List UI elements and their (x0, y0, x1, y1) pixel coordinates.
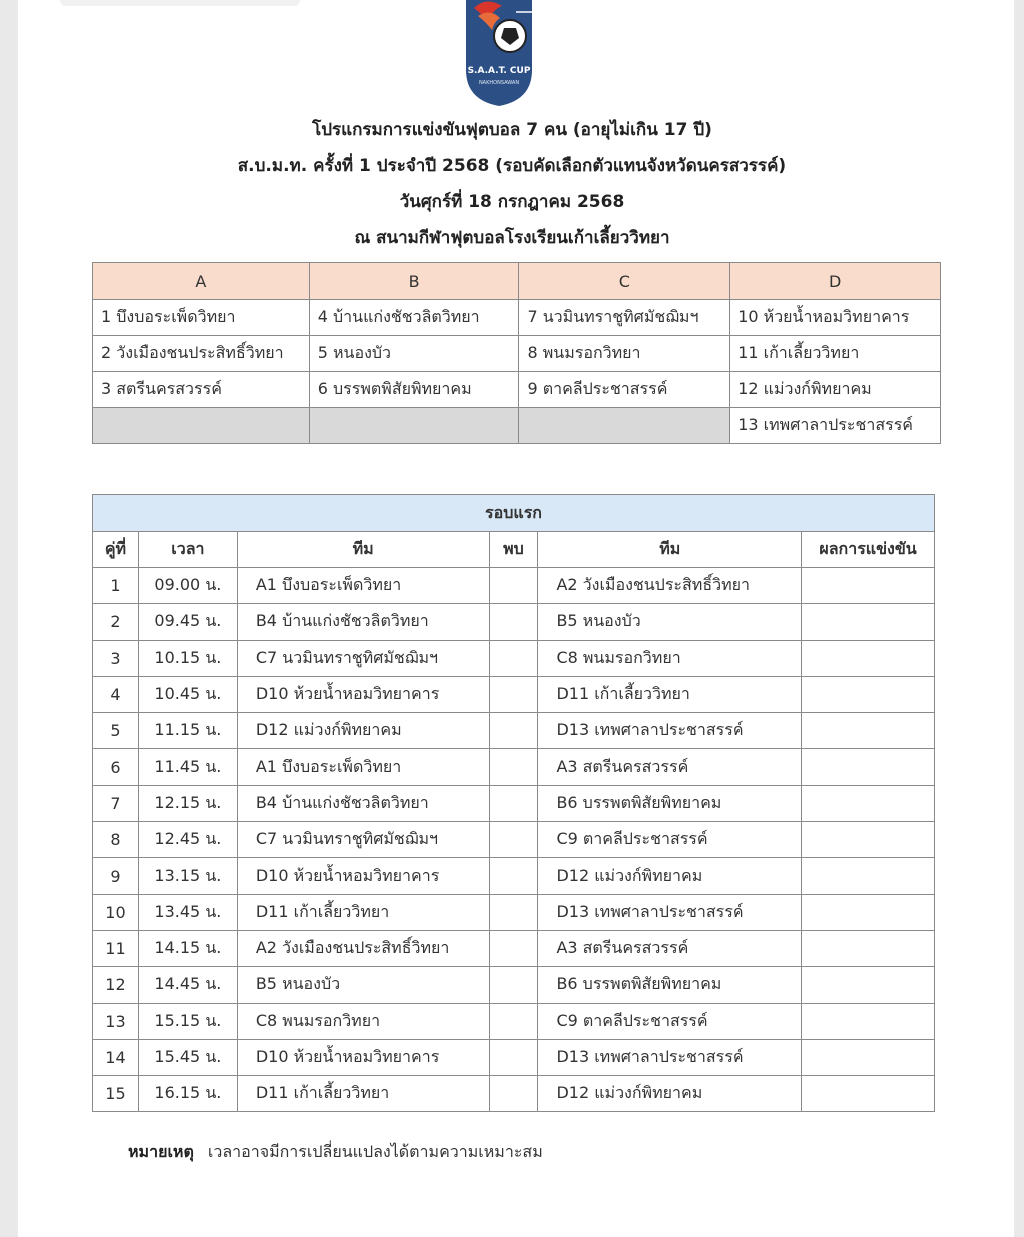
match-number: 9 (93, 858, 139, 894)
away-team: B5 หนองบัว (538, 604, 802, 640)
group-row (93, 300, 941, 336)
match-result (802, 894, 935, 930)
group-team-cell: 1 บึงบอระเพ็ดวิทยา (93, 300, 310, 336)
away-team: D12 แม่วงก์พิทยาคม (538, 858, 802, 894)
group-team-cell: 8 พนมรอกวิทยา (519, 336, 730, 372)
match-time: 09.45 น. (138, 604, 237, 640)
schedule-table (92, 494, 935, 1112)
match-time: 10.45 น. (138, 676, 237, 712)
home-team: A1 บึงบอระเพ็ดวิทยา (237, 568, 489, 604)
away-team: B6 บรรพตพิสัยพิทยาคม (538, 785, 802, 821)
match-number: 10 (93, 894, 139, 930)
table-row (93, 930, 935, 966)
col-time: เวลา (138, 532, 237, 568)
match-number: 2 (93, 604, 139, 640)
table-row (93, 1076, 935, 1112)
table-row (93, 858, 935, 894)
col-team-home: ทีม (237, 532, 489, 568)
away-team: D11 เก้าเลี้ยววิทยา (538, 676, 802, 712)
away-team: C9 ตาคลีประชาสรรค์ (538, 1003, 802, 1039)
match-result (802, 967, 935, 1003)
away-team: B6 บรรพตพิสัยพิทยาคม (538, 967, 802, 1003)
home-team: B4 บ้านแก่งชัชวลิตวิทยา (237, 604, 489, 640)
home-team: D10 ห้วยน้ำหอมวิทยาคาร (237, 858, 489, 894)
home-team: D12 แม่วงก์พิทยาคม (237, 713, 489, 749)
vs-cell (489, 640, 538, 676)
match-time: 12.15 น. (138, 785, 237, 821)
match-result (802, 749, 935, 785)
vs-cell (489, 713, 538, 749)
group-c-header: C (519, 263, 730, 300)
match-result (802, 1039, 935, 1075)
vs-cell (489, 894, 538, 930)
away-team: C9 ตาคลีประชาสรรค์ (538, 822, 802, 858)
vs-cell (489, 568, 538, 604)
match-result (802, 1003, 935, 1039)
home-team: D10 ห้วยน้ำหอมวิทยาคาร (237, 1039, 489, 1075)
home-team: C7 นวมินทราชูทิศมัชฌิมฯ (237, 822, 489, 858)
table-row (93, 676, 935, 712)
vs-cell (489, 967, 538, 1003)
col-result: ผลการแข่งขัน (802, 532, 935, 568)
schedule-header-row (93, 532, 935, 568)
match-number: 3 (93, 640, 139, 676)
vs-cell (489, 822, 538, 858)
match-time: 11.45 น. (138, 749, 237, 785)
match-number: 5 (93, 713, 139, 749)
away-team: A3 สตรีนครสวรรค์ (538, 749, 802, 785)
away-team: D12 แม่วงก์พิทยาคม (538, 1076, 802, 1112)
match-time: 13.15 น. (138, 858, 237, 894)
match-time: 16.15 น. (138, 1076, 237, 1112)
saat-cup-logo-icon (444, 0, 554, 108)
home-team: D10 ห้วยน้ำหอมวิทยาคาร (237, 676, 489, 712)
match-result (802, 858, 935, 894)
match-time: 15.15 น. (138, 1003, 237, 1039)
group-b-header: B (309, 263, 519, 300)
logo-title: S.A.A.T. CUP (467, 66, 531, 76)
group-team-cell: 9 ตาคลีประชาสรรค์ (519, 372, 730, 408)
match-time: 12.45 น. (138, 822, 237, 858)
vs-cell (489, 604, 538, 640)
top-tab-shadow (60, 0, 300, 6)
match-time: 14.15 น. (138, 930, 237, 966)
home-team: A1 บึงบอระเพ็ดวิทยา (237, 749, 489, 785)
match-number: 4 (93, 676, 139, 712)
footnote (128, 1140, 543, 1165)
table-row (93, 822, 935, 858)
table-row (93, 713, 935, 749)
match-time: 11.15 น. (138, 713, 237, 749)
table-row (93, 568, 935, 604)
group-team-cell (519, 408, 730, 444)
group-row (93, 372, 941, 408)
match-number: 13 (93, 1003, 139, 1039)
away-team: D13 เทพศาลาประชาสรรค์ (538, 713, 802, 749)
group-team-cell (309, 408, 519, 444)
vs-cell (489, 858, 538, 894)
home-team: A2 วังเมืองชนประสิทธิ์วิทยา (237, 930, 489, 966)
col-vs: พบ (489, 532, 538, 568)
match-result (802, 1076, 935, 1112)
home-team: B4 บ้านแก่งชัชวลิตวิทยา (237, 785, 489, 821)
home-team: D11 เก้าเลี้ยววิทยา (237, 1076, 489, 1112)
match-time: 15.45 น. (138, 1039, 237, 1075)
table-row (93, 967, 935, 1003)
group-row (93, 408, 941, 444)
group-team-cell: 13 เทพศาลาประชาสรรค์ (730, 408, 941, 444)
group-team-cell: 3 สตรีนครสวรรค์ (93, 372, 310, 408)
logo-subtitle: NAKHONSAWAN (478, 80, 520, 86)
group-team-cell (93, 408, 310, 444)
match-time: 13.45 น. (138, 894, 237, 930)
group-team-cell: 7 นวมินทราชูทิศมัชฌิมฯ (519, 300, 730, 336)
title-line-1: โปรแกรมการแข่งขันฟุตบอล 7 คน (อายุไม่เกิน 17 ปี) (312, 120, 712, 140)
home-team: C8 พนมรอกวิทยา (237, 1003, 489, 1039)
group-team-cell: 12 แม่วงก์พิทยาคม (730, 372, 941, 408)
group-row (93, 336, 941, 372)
table-row (93, 640, 935, 676)
group-a-header: A (93, 263, 310, 300)
match-result (802, 930, 935, 966)
vs-cell (489, 1076, 538, 1112)
round-title: รอบแรก (93, 495, 935, 532)
match-result (802, 713, 935, 749)
group-team-cell: 5 หนองบัว (309, 336, 519, 372)
away-team: A3 สตรีนครสวรรค์ (538, 930, 802, 966)
match-number: 1 (93, 568, 139, 604)
match-number: 12 (93, 967, 139, 1003)
match-result (802, 785, 935, 821)
home-team: D11 เก้าเลี้ยววิทยา (237, 894, 489, 930)
title-line-2: ส.บ.ม.ท. ครั้งที่ 1 ประจำปี 2568 (รอบคัดเลือกตัวแทนจังหวัดนครสวรรค์) (237, 156, 787, 176)
table-row (93, 785, 935, 821)
match-time: 14.45 น. (138, 967, 237, 1003)
group-header-row (93, 263, 941, 300)
away-team: C8 พนมรอกวิทยา (538, 640, 802, 676)
match-result (802, 568, 935, 604)
table-row (93, 1003, 935, 1039)
match-number: 15 (93, 1076, 139, 1112)
match-result (802, 822, 935, 858)
home-team: B5 หนองบัว (237, 967, 489, 1003)
match-time: 10.15 น. (138, 640, 237, 676)
match-number: 7 (93, 785, 139, 821)
title-line-3: วันศุกร์ที่ 18 กรกฎาคม 2568 (399, 192, 625, 212)
title-line-4: ณ สนามกีฬาฟุตบอลโรงเรียนเก้าเลี้ยววิทยา (354, 228, 670, 248)
away-team: D13 เทพศาลาประชาสรรค์ (538, 1039, 802, 1075)
group-table (92, 262, 941, 444)
away-team: A2 วังเมืองชนประสิทธิ์วิทยา (538, 568, 802, 604)
table-row (93, 604, 935, 640)
footnote-text: เวลาอาจมีการเปลี่ยนแปลงได้ตามความเหมาะสม (207, 1142, 543, 1161)
footnote-label: หมายเหตุ (128, 1142, 194, 1161)
col-match-no: คู่ที่ (93, 532, 139, 568)
vs-cell (489, 676, 538, 712)
away-team: D13 เทพศาลาประชาสรรค์ (538, 894, 802, 930)
group-d-header: D (730, 263, 941, 300)
vs-cell (489, 749, 538, 785)
vs-cell (489, 1003, 538, 1039)
match-number: 11 (93, 930, 139, 966)
vs-cell (489, 785, 538, 821)
match-time: 09.00 น. (138, 568, 237, 604)
match-number: 8 (93, 822, 139, 858)
group-team-cell: 10 ห้วยน้ำหอมวิทยาคาร (730, 300, 941, 336)
match-result (802, 676, 935, 712)
match-result (802, 604, 935, 640)
group-team-cell: 4 บ้านแก่งชัชวลิตวิทยา (309, 300, 519, 336)
group-team-cell: 2 วังเมืองชนประสิทธิ์วิทยา (93, 336, 310, 372)
match-number: 6 (93, 749, 139, 785)
table-row (93, 1039, 935, 1075)
vs-cell (489, 1039, 538, 1075)
table-row (93, 894, 935, 930)
home-team: C7 นวมินทราชูทิศมัชฌิมฯ (237, 640, 489, 676)
group-team-cell: 6 บรรพตพิสัยพิทยาคม (309, 372, 519, 408)
match-result (802, 640, 935, 676)
match-number: 14 (93, 1039, 139, 1075)
vs-cell (489, 930, 538, 966)
table-row (93, 749, 935, 785)
group-team-cell: 11 เก้าเลี้ยววิทยา (730, 336, 941, 372)
col-team-away: ทีม (538, 532, 802, 568)
